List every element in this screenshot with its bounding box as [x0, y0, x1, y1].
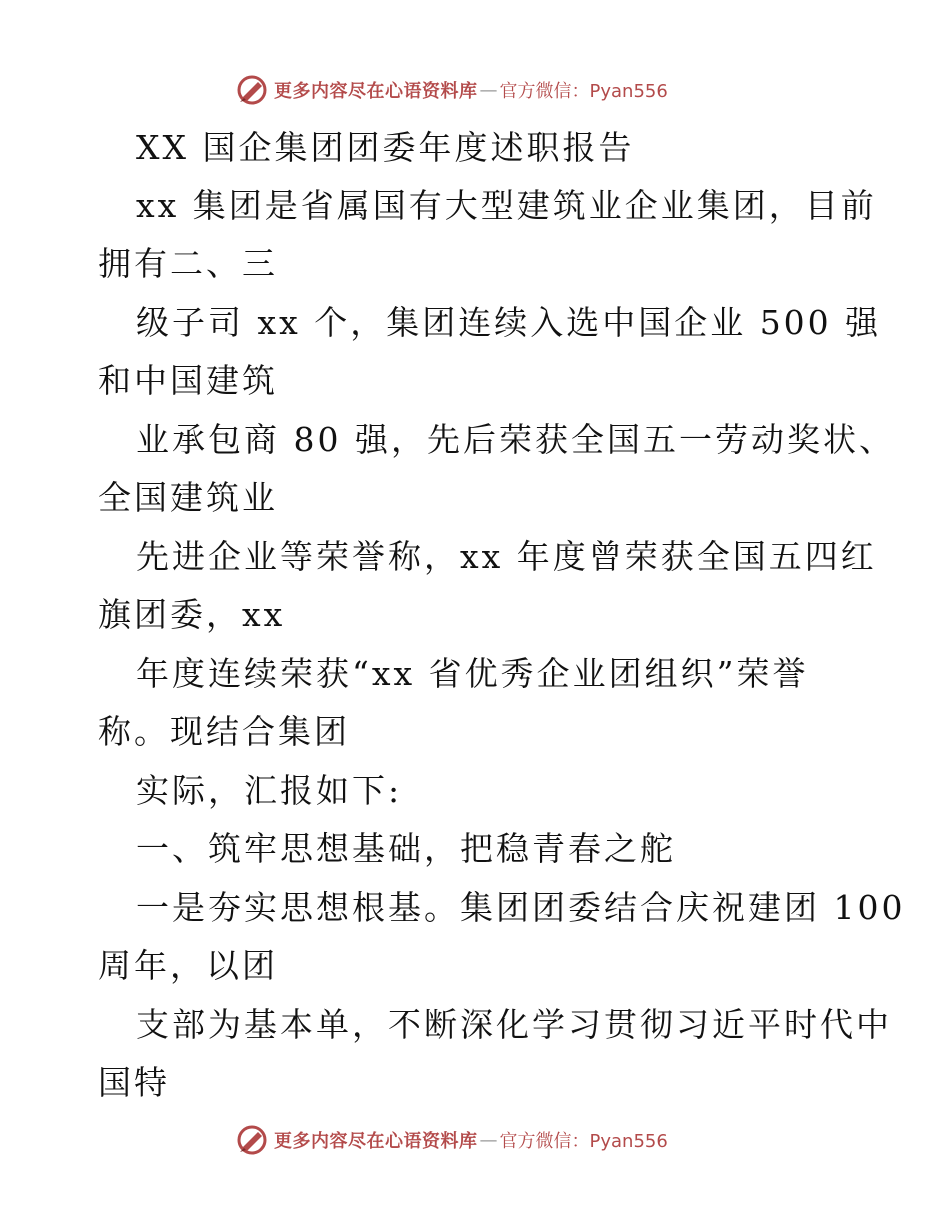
watermark-separator: — [479, 79, 498, 101]
paragraph-line: 和中国建筑 [98, 361, 278, 400]
paragraph-line: 拥有二、三 [98, 244, 278, 283]
watermark-brand: 更多内容尽在心语资料库 [274, 1131, 478, 1152]
section-heading: 一、筑牢思想基础，把稳青春之舵 [136, 829, 676, 868]
paragraph-line: 周年，以团 [98, 946, 278, 985]
paragraph-line: 业承包商 80 强，先后荣获全国五一劳动奖状、 [136, 420, 895, 459]
footer-watermark [236, 1122, 668, 1158]
paragraph-line: 先进企业等荣誉称，xx 年度曾荣获全国五四红 [136, 537, 877, 576]
paragraph-line: 旗团委，xx [98, 595, 286, 634]
pen-logo-icon [236, 74, 268, 106]
header-watermark [236, 72, 668, 108]
paragraph-line: xx 集团是省属国有大型建筑业企业集团，目前 [136, 186, 877, 225]
watermark-separator: — [479, 1129, 498, 1151]
watermark-contact: 官方微信：Pyan556 [499, 81, 668, 102]
watermark-brand: 更多内容尽在心语资料库 [274, 81, 478, 102]
paragraph-line: 年度连续荣获“xx 省优秀企业团组织”荣誉 [136, 654, 809, 693]
document-title: XX 国企集团团委年度述职报告 [136, 128, 635, 167]
paragraph-line: 全国建筑业 [98, 478, 278, 517]
paragraph-line: 级子司 xx 个，集团连续入选中国企业 500 强 [136, 303, 882, 342]
paragraph-line: 国特 [98, 1063, 170, 1102]
paragraph-line: 支部为基本单，不断深化学习贯彻习近平时代中 [136, 1005, 892, 1044]
paragraph-line: 实际，汇报如下: [136, 771, 403, 810]
paragraph-line: 一是夯实思想根基。集团团委结合庆祝建团 100 [136, 888, 906, 927]
pen-logo-icon [236, 1124, 268, 1156]
watermark-contact: 官方微信：Pyan556 [499, 1131, 668, 1152]
paragraph-line: 称。现结合集团 [98, 712, 350, 751]
